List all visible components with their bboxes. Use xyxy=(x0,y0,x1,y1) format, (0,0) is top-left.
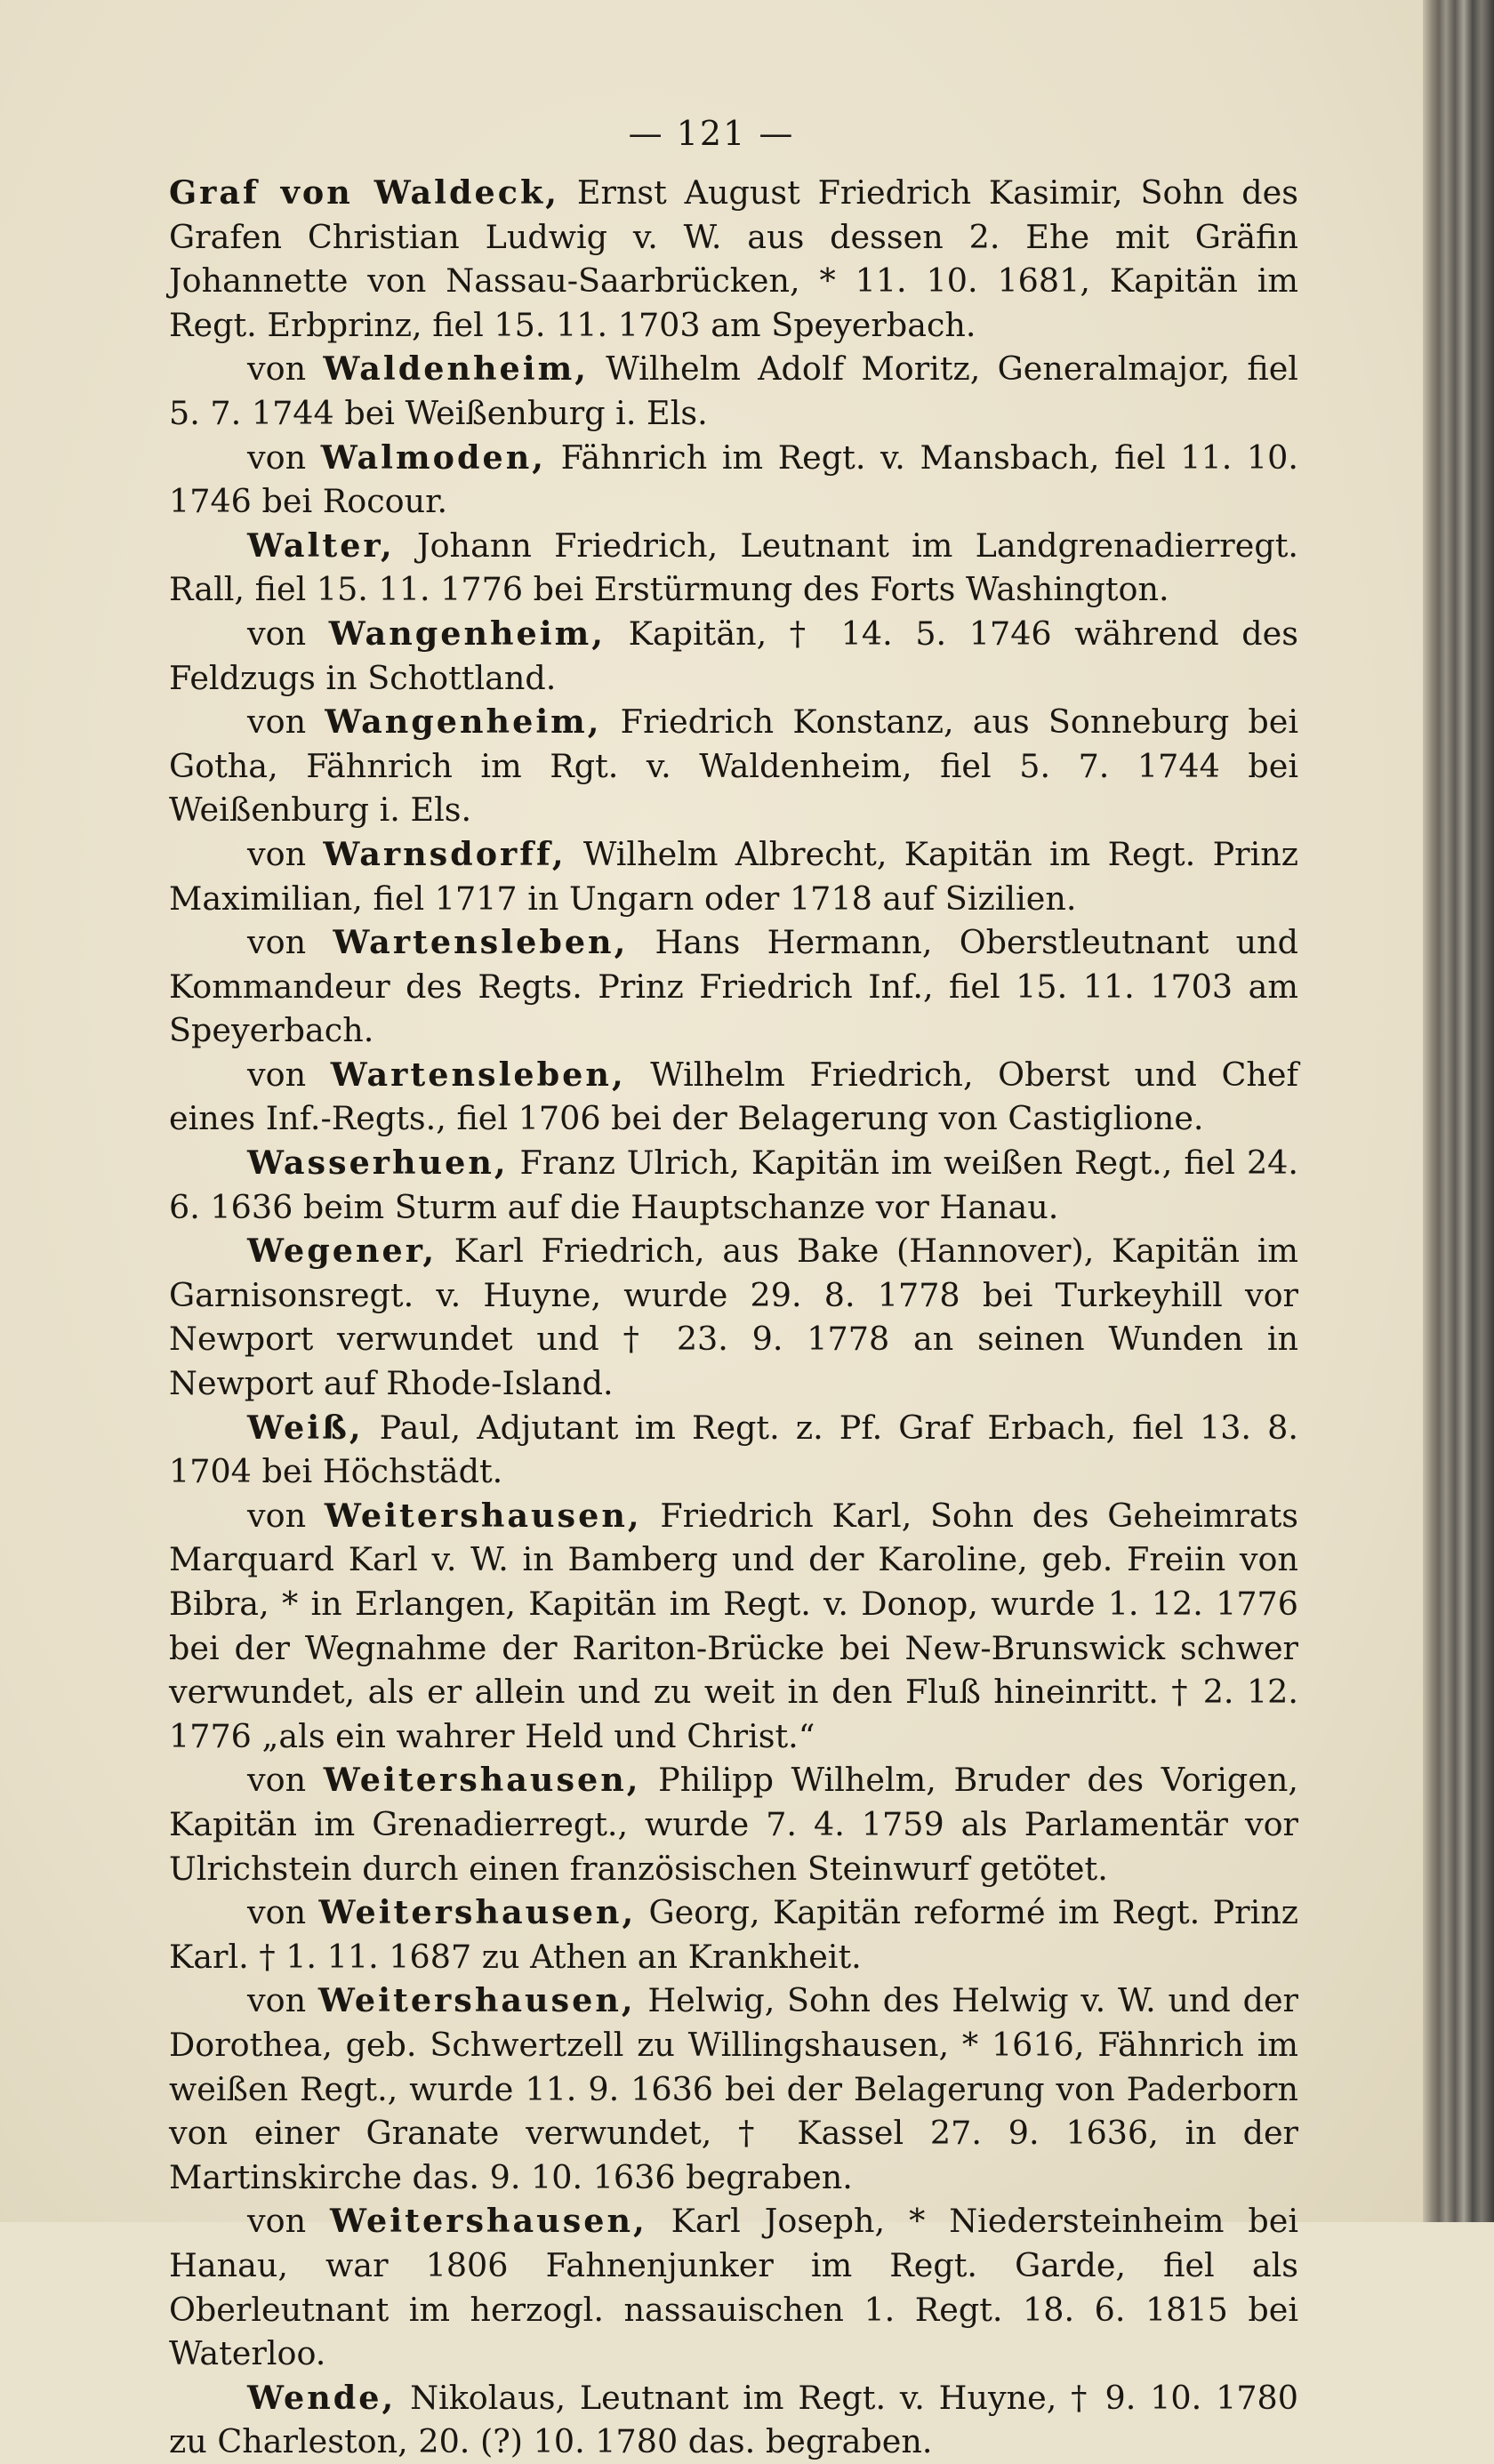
entry-name: Wasserhuen, xyxy=(247,1144,509,1183)
entry-name: Weitershausen, xyxy=(323,1761,641,1800)
entry xyxy=(169,1406,1298,1494)
entry-text: Fähnrich im Regt. v. Mansbach, fiel 11. 10. 1746 bei Rocour. xyxy=(169,437,1298,521)
book-binding xyxy=(1423,0,1494,2222)
entry-text: Johann Friedrich, Leutnant im Landgrenadierregt. Rall, fiel 15. 11. 1776 bei Erstürmung des Forts Washington. xyxy=(169,526,1298,609)
entry-prefix: von xyxy=(247,834,324,873)
page-number: — 121 — xyxy=(628,114,795,153)
entry xyxy=(169,524,1298,612)
entry-prefix: von xyxy=(247,1055,331,1094)
entry-prefix: von xyxy=(247,614,329,653)
entry-text: Wilhelm Adolf Moritz, Generalmajor, fiel 5. 7. 1744 bei Weißenburg i. Els. xyxy=(169,349,1298,432)
entry-text: Wilhelm Albrecht, Kapitän im Regt. Prinz Maximilian, fiel 1717 in Ungarn oder 1718 auf Sizilien. xyxy=(169,834,1298,918)
entry-name: Warnsdorff, xyxy=(323,834,566,873)
entry-text: Ernst August Friedrich Kasimir, Sohn des Grafen Christian Ludwig v. W. aus dessen 2. Ehe mit Gräfin Johannette von Nassau-Saarbrücken, * 11. 10. 1681, Kapitän im Regt. Erbprinz, fiel 15. 11. 1703 am Speyerbach. xyxy=(169,173,1298,344)
entry xyxy=(169,1890,1298,1978)
entry-name: Weitershausen, xyxy=(324,1496,642,1535)
entry xyxy=(169,612,1298,700)
entry xyxy=(169,436,1298,524)
entry-name: Weitershausen, xyxy=(318,1893,637,1932)
entry-prefix: von xyxy=(247,702,325,742)
entry-text: Karl Friedrich, aus Bake (Hannover), Kapitän im Garnisonsregt. v. Huyne, wurde 29. 8. 1778 bei Turkeyhill vor Newport verwundet und † 23. 9. 1778 an seinen Wunden in Newport auf Rhode-Island. xyxy=(169,1232,1298,1403)
entry-text: Friedrich Konstanz, aus Sonneburg bei Gotha, Fähnrich im Rgt. v. Waldenheim, fiel 5. 7. 1744 bei Weißenburg i. Els. xyxy=(169,702,1298,830)
entry-name: Walmoden, xyxy=(320,437,546,477)
entry-name: Waldenheim, xyxy=(323,349,589,389)
entry xyxy=(169,920,1298,1053)
entry xyxy=(169,700,1298,832)
entry-name: Wartensleben, xyxy=(330,1055,626,1094)
entry-text: Philipp Wilhelm, Bruder des Vorigen, Kapitän im Grenadierregt., wurde 7. 4. 1759 als Parlamentär vor Ulrichstein durch einen französischen Steinwurf getötet. xyxy=(169,1761,1298,1888)
entry-name: Wegener, xyxy=(247,1232,438,1271)
entry-name: Wangenheim, xyxy=(325,702,602,742)
entry-prefix: von xyxy=(247,437,321,477)
entry-text: Paul, Adjutant im Regt. z. Pf. Graf Erbach, fiel 13. 8. 1704 bei Höchstädt. xyxy=(169,1408,1298,1491)
entry xyxy=(169,2376,1298,2464)
text-body xyxy=(169,171,1298,2464)
entry-text: Wilhelm Friedrich, Oberst und Chef eines Inf.-Regts., fiel 1706 bei der Belagerung von Castiglione. xyxy=(169,1055,1298,1138)
entry-name: Walter, xyxy=(247,526,395,565)
entry-name: Weitershausen, xyxy=(330,2202,647,2241)
entry-name: Weiß, xyxy=(247,1408,364,1447)
entry-text: Georg, Kapitän reformé im Regt. Prinz Karl. † 1. 11. 1687 zu Athen an Krankheit. xyxy=(169,1893,1298,1976)
entry-prefix: von xyxy=(247,1981,318,2020)
entry-text: Friedrich Karl, Sohn des Geheimrats Marquard Karl v. W. in Bamberg und der Karoline, geb. Freiin von Bibra, * in Erlangen, Kapitän im Regt. v. Donop, wurde 1. 12. 1776 bei der Wegnahme der Rariton-Brücke bei New-Brunswick schwer verwundet, als er allein und zu weit in den Fluß hineinritt. † 2. 12. 1776 „als ein wahrer Held und Christ.“ xyxy=(169,1496,1298,1755)
entry-prefix: von xyxy=(247,923,333,962)
entry-text: Franz Ulrich, Kapitän im weißen Regt., fiel 24. 6. 1636 beim Sturm auf die Hauptschanze vor Hanau. xyxy=(169,1144,1298,1226)
entry-name: Weitershausen, xyxy=(317,1981,636,2020)
entry-prefix: von xyxy=(247,1893,319,1932)
entry xyxy=(169,1141,1298,1229)
entry-prefix: von xyxy=(247,2202,331,2241)
entry-prefix: von xyxy=(247,349,324,389)
entry-text: Kapitän, † 14. 5. 1746 während des Feldzugs in Schottland. xyxy=(169,614,1298,697)
entry-text: Helwig, Sohn des Helwig v. W. und der Dorothea, geb. Schwertzell zu Willingshausen, * 1616, Fähnrich im weißen Regt., wurde 11. 9. 1636 bei der Belagerung von Paderborn von einer Granate verwundet, † Kassel 27. 9. 1636, in der Martinskirche das. 9. 10. 1636 begraben. xyxy=(169,1981,1298,2196)
entry-prefix: von xyxy=(247,1761,324,1800)
entry-name: Wende, xyxy=(247,2378,397,2417)
entry xyxy=(169,2199,1298,2375)
entry xyxy=(169,171,1298,347)
entry xyxy=(169,347,1298,435)
entry-text: Karl Joseph, * Niedersteinheim bei Hanau, war 1806 Fahnenjunker im Regt. Garde, fiel als Oberleutnant im herzogl. nassauischen 1. Regt. 18. 6. 1815 bei Waterloo. xyxy=(169,2202,1298,2373)
entry-prefix: von xyxy=(247,1496,325,1535)
entry xyxy=(169,832,1298,920)
entry-name: Wangenheim, xyxy=(328,614,606,653)
entry xyxy=(169,1053,1298,1141)
entry-text: Hans Hermann, Oberstleutnant und Kommandeur des Regts. Prinz Friedrich Inf., fiel 15. 11. 1703 am Speyerbach. xyxy=(169,923,1298,1050)
entry-name: Graf von Waldeck, xyxy=(169,173,559,212)
entry xyxy=(169,1758,1298,1890)
entry-name: Wartensleben, xyxy=(333,923,629,962)
entry xyxy=(169,1978,1298,2199)
entry xyxy=(169,1494,1298,1759)
entry-text: Nikolaus, Leutnant im Regt. v. Huyne, † 9. 10. 1780 zu Charleston, 20. (?) 10. 1780 das. begraben. xyxy=(169,2378,1298,2461)
entry xyxy=(169,1229,1298,1405)
